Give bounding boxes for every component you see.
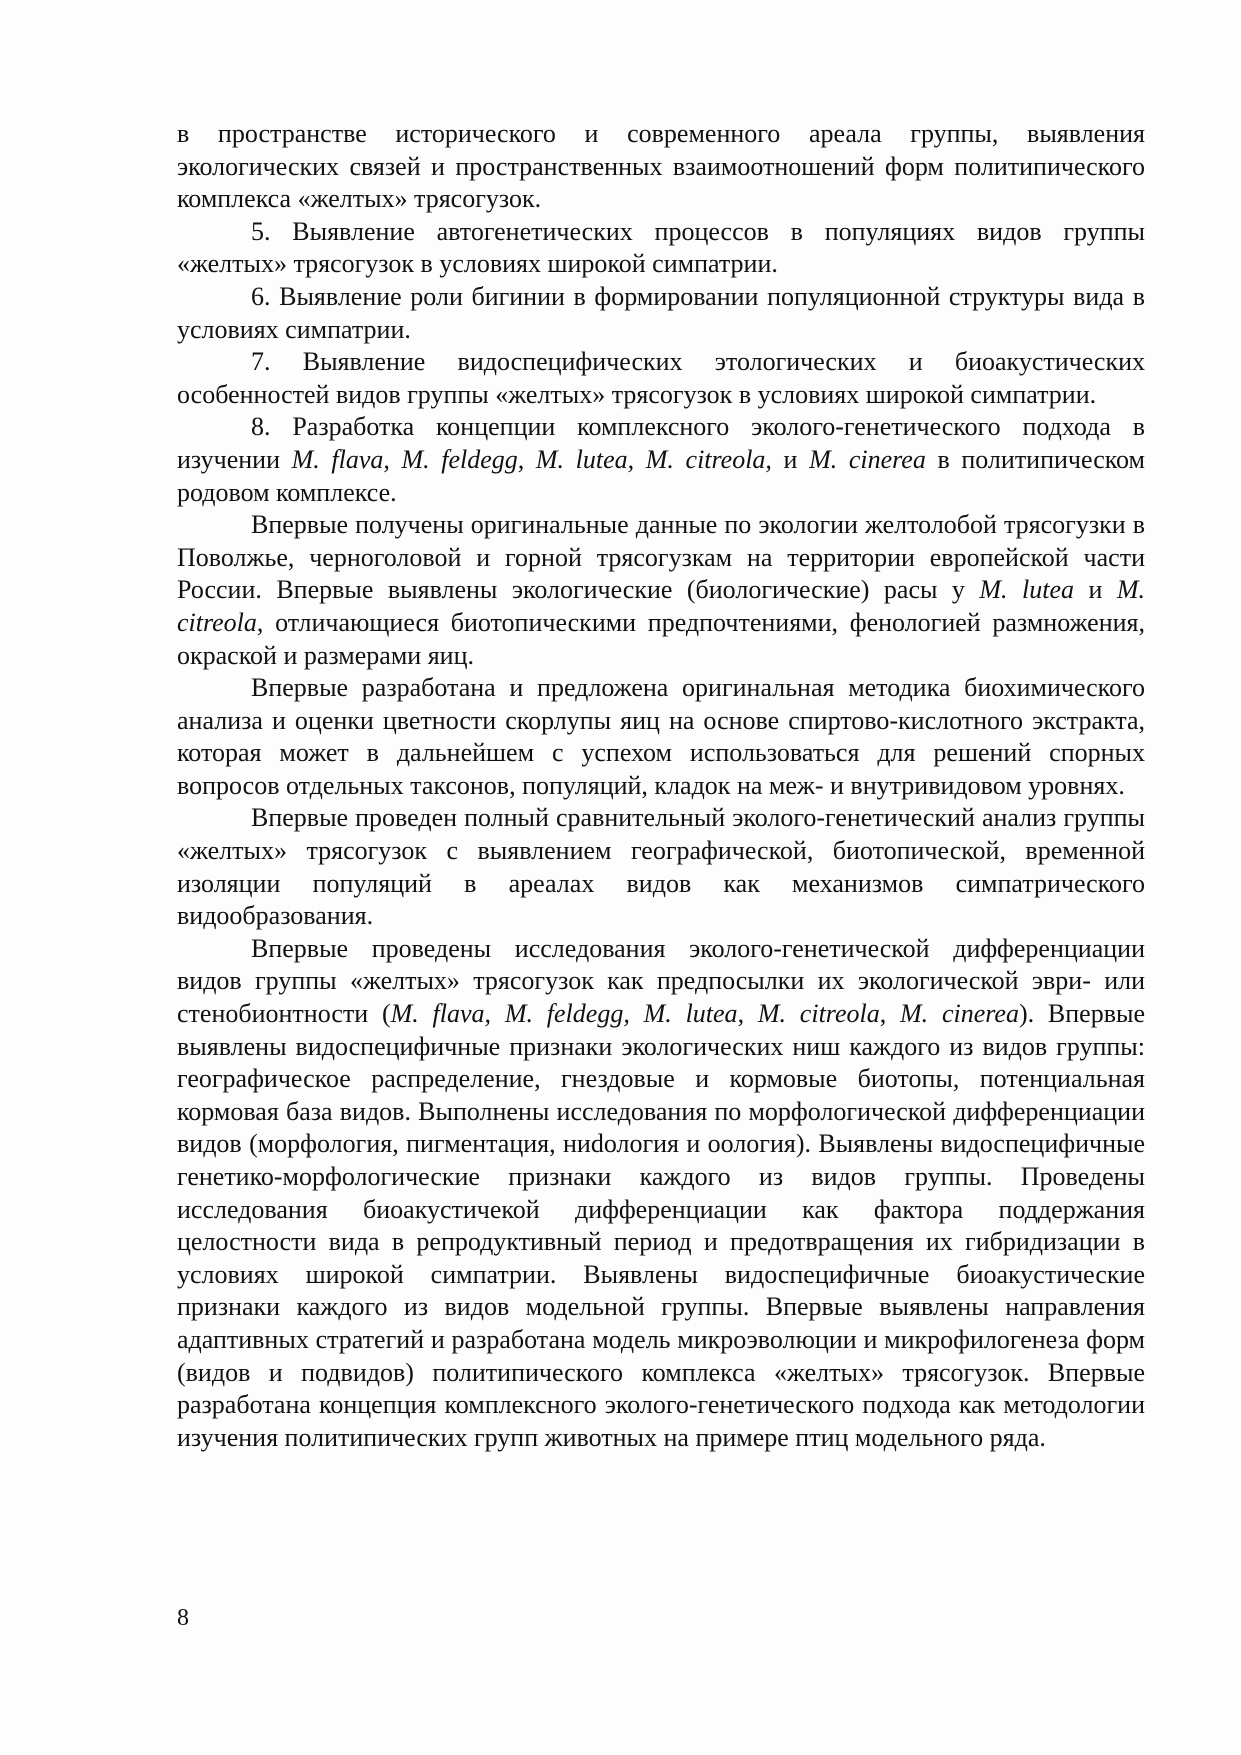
- text-run: Впервые разработана и предложена оригинальная методика биохимического анализа и оценки цветности скорлупы яиц на основе спиртово-кислотного экстракта, которая может в дальнейшем с успехом использоваться для решений спорных вопросов отдельных таксонов, популяций, кладок на меж- и внутривидовом уровнях.: [177, 673, 1145, 800]
- species-name: M. citreola: [757, 999, 880, 1029]
- paragraph: [177, 933, 1145, 1455]
- paragraph: [177, 216, 1145, 281]
- species-name: M. cinerea: [900, 999, 1019, 1029]
- body-text: [177, 118, 1145, 1454]
- text-run: и: [1073, 575, 1117, 605]
- paragraph: [177, 509, 1145, 672]
- text-run: 7. Выявление видоспецифических этологических и биоакустических особенностей видов группы «желтых» трясогузок в условиях широкой симпатрии.: [177, 347, 1145, 409]
- text-run: Впервые проведен полный сравнительный эколого-генетический анализ группы «желтых» трясогузок с выявлением географической, биотопической, временной изоляции популяций в ареалах видов как механизмов симпатрического видообразования.: [177, 803, 1145, 931]
- text-run: ). Впервые выявлены видоспецифичные признаки экологических ниш каждого из видов группы: географическое распределение, гнездовые и кормовые биотопы, потенциальная кормовая база видов. Выполнены исследования по морфологической дифференциации видов (морфология, пигментация, ниdология и оология). Выявлены видоспецифичные генетико-морфологические признаки каждого из видов группы. Проведены исследования биоакустичекой дифференциации как фактора поддержания целостности вида в репродуктивный период и предотвращения их гибридизации в условиях широкой симпатрии. Выявлены видоспецифичные биоакустические признаки каждого из видов модельной группы. Впервые выявлены направления адаптивных стратегий и разработана модель микроэволюции и микрофилогенеза форм (видов и подвидов) политипического комплекса «желтых» трясогузок. Впервые разработана концепция комплексного эколого-генетического подхода как методологии изучения политипических групп животных на примере птиц модельного ряда.: [177, 999, 1146, 1452]
- species-name: M. citreola: [177, 575, 1145, 637]
- text-run: ,: [737, 999, 758, 1029]
- paragraph: [177, 118, 1145, 216]
- text-run: в политипическом родовом комплексе.: [177, 444, 1145, 507]
- text-run: Впервые проведены исследования эколого-генетической дифференциации видов группы «желтых» трясогузок как предпосылки их экологической эври- или стенобионтности (: [177, 933, 1145, 1029]
- text-run: в пространстве исторического и современного ареала группы, выявления экологических связей и пространственных взаимоотношений форм политипического комплекса «желтых» трясогузок.: [177, 119, 1145, 214]
- species-name: M. flava, M. feldegg, M. lutea: [390, 999, 738, 1029]
- paragraph: [177, 346, 1145, 411]
- text-run: 5. Выявление автогенетических процессов в популяциях видов группы «желтых» трясогузок в условиях широкой симпатрии.: [177, 216, 1145, 279]
- paragraph: [177, 281, 1145, 346]
- text-run: 6. Выявление роли бигинии в формировании популяционной структуры вида в условиях симпатрии.: [177, 281, 1145, 344]
- species-name: M. cinerea: [809, 444, 926, 474]
- paragraph: [177, 411, 1145, 509]
- text-run: , отличающиеся биотопическими предпочтениями, фенологией размножения, окраской и размерами яиц.: [177, 607, 1145, 670]
- species-name: M. flava, M. feldegg, M. lutea, M. citreola,: [291, 444, 772, 474]
- species-name: M. lutea: [979, 575, 1074, 605]
- paragraph: [177, 672, 1145, 802]
- page-number: 8: [177, 1605, 189, 1631]
- text-run: 8. Разработка концепции комплексного эколого-генетического подхода в изучении: [177, 412, 1145, 474]
- paragraph: [177, 802, 1145, 932]
- text-run: ,: [879, 999, 901, 1029]
- text-run: Впервые получены оригинальные данные по экологии желтолобой трясогузки в Поволжье, черноголовой и горной трясогузкам на территории европейской части России. Впервые выявлены экологические (биологические) расы у: [177, 510, 1145, 605]
- text-run: и: [771, 444, 810, 474]
